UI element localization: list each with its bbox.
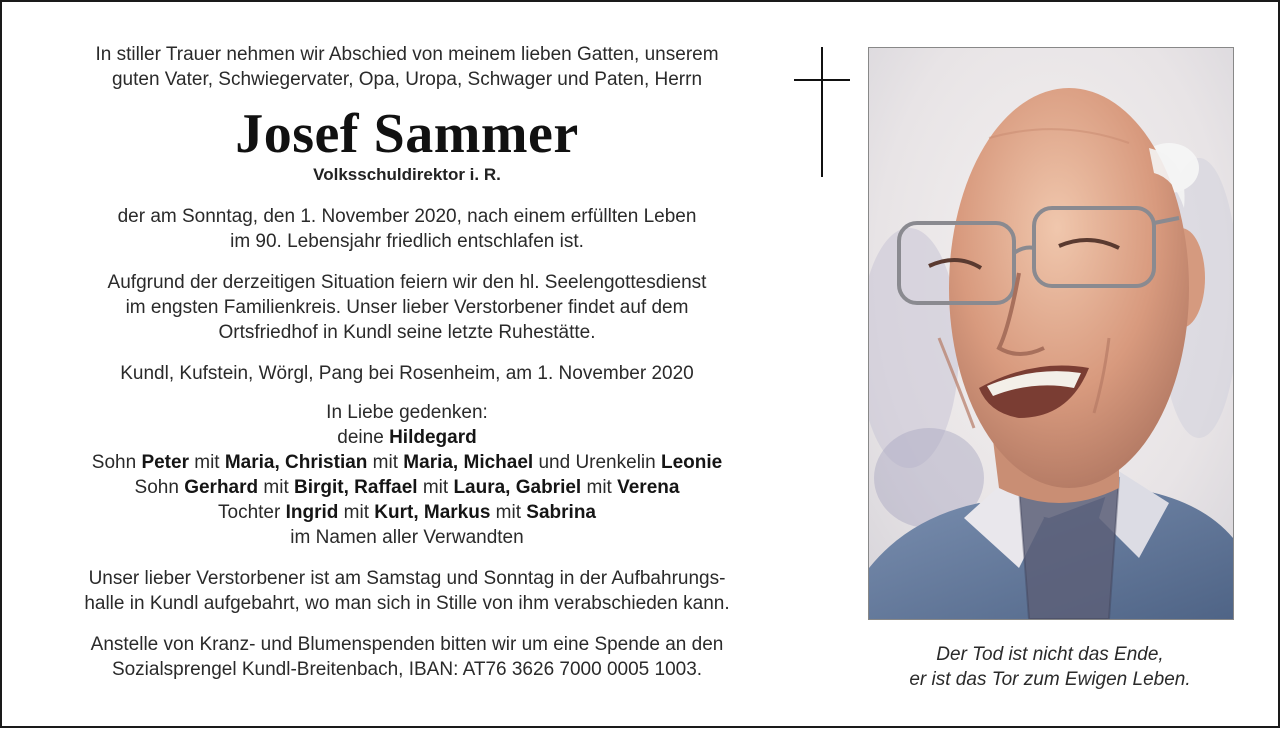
mourner-wife-prefix: deine	[337, 427, 390, 448]
mourner-wife	[42, 425, 772, 450]
portrait-photo	[868, 47, 1234, 620]
service-info	[42, 270, 772, 345]
intro-line-2: guten Vater, Schwiegervater, Opa, Uropa, Schwager und Paten, Herrn	[111, 69, 703, 90]
name: Verena	[617, 477, 680, 498]
cross-vertical-bar	[821, 47, 823, 177]
death-notice-line-2: im 90. Lebensjahr friedlich entschlafen ist.	[230, 231, 584, 252]
memorial-quote	[868, 642, 1232, 692]
text: mit	[258, 477, 295, 498]
name: Leonie	[660, 452, 723, 473]
deceased-title: Volksschuldirektor i. R.	[313, 165, 501, 184]
name: Laura, Gabriel	[453, 477, 582, 498]
intro-text	[42, 42, 772, 92]
mourner-relatives: im Namen aller Verwandten	[290, 527, 524, 548]
intro-line-1: In stiller Trauer nehmen wir Abschied von meinem lieben Gatten, unserem	[95, 44, 719, 65]
text: mit	[417, 477, 454, 498]
place-date: Kundl, Kufstein, Wörgl, Pang bei Rosenheim, am 1. November 2020	[120, 363, 694, 384]
cross-icon	[794, 47, 850, 177]
name: Maria, Christian	[224, 452, 368, 473]
viewing-line-1: Unser lieber Verstorbener ist am Samstag und Sonntag in der Aufbahrungs-	[88, 568, 726, 589]
mourner-row-1	[42, 450, 772, 475]
name: Sabrina	[526, 502, 596, 523]
portrait-illustration	[869, 48, 1233, 619]
text: mit	[338, 502, 375, 523]
text: mit	[581, 477, 618, 498]
service-line-3: Ortsfriedhof in Kundl seine letzte Ruhestätte.	[218, 322, 596, 343]
mourner-row-2	[42, 475, 772, 500]
name: Peter	[141, 452, 189, 473]
name: Ingrid	[285, 502, 339, 523]
name: Maria, Michael	[403, 452, 534, 473]
viewing-info	[42, 566, 772, 616]
death-notice	[42, 204, 772, 254]
text: mit	[188, 452, 225, 473]
service-line-2: im engsten Familienkreis. Unser lieber Verstorbener findet auf dem	[125, 297, 689, 318]
mourner-wife-name: Hildegard	[389, 427, 477, 448]
text: Tochter	[218, 502, 286, 523]
name: Kurt, Markus	[374, 502, 491, 523]
service-line-1: Aufgrund der derzeitigen Situation feiern wir den hl. Seelengottesdienst	[107, 272, 707, 293]
name: Birgit, Raffael	[294, 477, 418, 498]
text: und Urenkelin	[533, 452, 661, 473]
quote-line-2: er ist das Tor zum Ewigen Leben.	[909, 669, 1191, 690]
obituary-text	[42, 42, 772, 682]
text: mit	[490, 502, 527, 523]
donation-line-2: Sozialsprengel Kundl-Breitenbach, IBAN: AT76 3626 7000 0005 1003.	[111, 659, 703, 680]
death-notice-line-1: der am Sonntag, den 1. November 2020, nach einem erfüllten Leben	[117, 206, 697, 227]
text: Sohn	[134, 477, 185, 498]
donation-info	[42, 632, 772, 682]
quote-line-1: Der Tod ist nicht das Ende,	[936, 644, 1164, 665]
name: Gerhard	[184, 477, 259, 498]
text: mit	[367, 452, 404, 473]
mourner-row-3	[42, 500, 772, 525]
cross-horizontal-bar	[794, 79, 850, 81]
donation-line-1: Anstelle von Kranz- und Blumenspenden bitten wir um eine Spende an den	[90, 634, 724, 655]
text: Sohn	[91, 452, 142, 473]
viewing-line-2: halle in Kundl aufgebahrt, wo man sich in Stille von ihm verabschieden kann.	[84, 593, 730, 614]
deceased-name: Josef Sammer	[235, 103, 579, 165]
mourners-heading: In Liebe gedenken:	[326, 402, 488, 423]
